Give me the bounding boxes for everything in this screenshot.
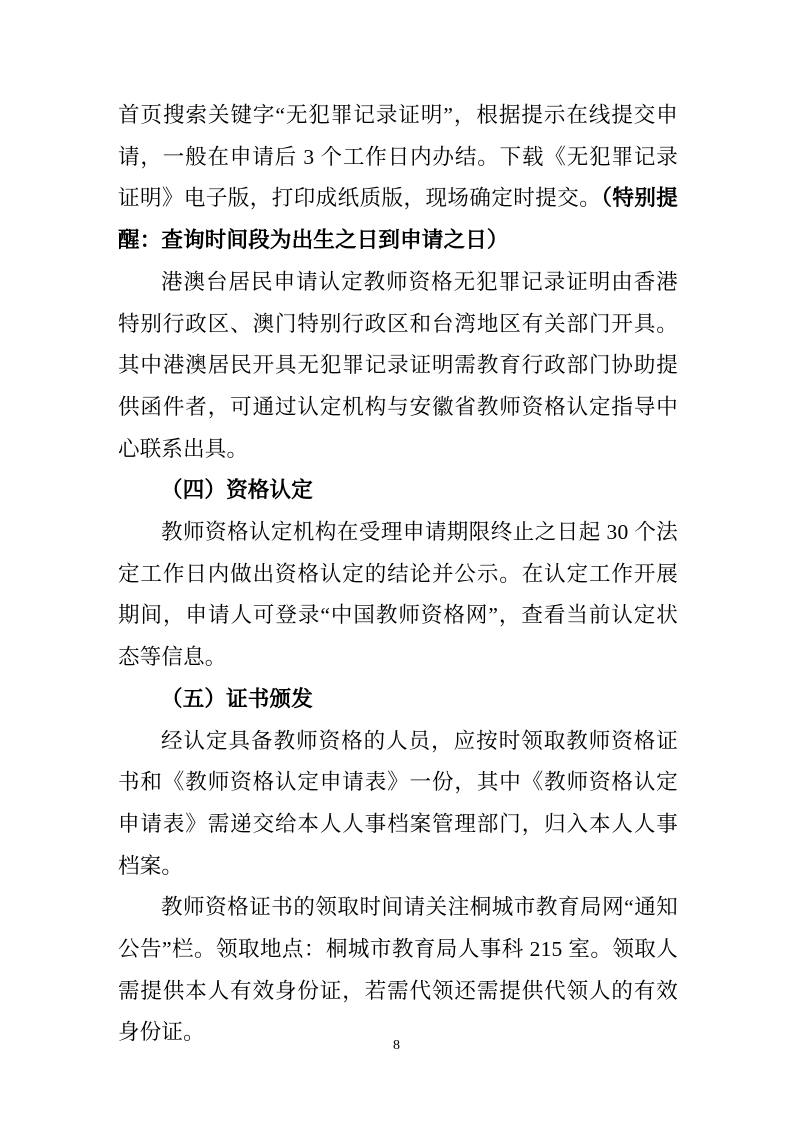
- document-text-block: [118, 95, 678, 1054]
- paragraph-determination-process: 教师资格认定机构在受理申请期限终止之日起 30 个法定工作日内做出资格认定的结论并公示。在认定工作开展期间，申请人可登录“中国教师资格网”，查看当前认定状态等信息。: [118, 520, 678, 670]
- paragraph-hk-macao-taiwan-residents: 港澳台居民申请认定教师资格无犯罪记录证明由香港特别行政区、澳门特别行政区和台湾地区有关部门开具。其中港澳居民开具无犯罪记录证明需教育行政部门协助提供函件者，可通过认定机构与安徽省教师资格认定指导中心联系出具。: [118, 269, 678, 461]
- special-reminder-bold-text: （特别提醒：查询时间段为出生之日到申请之日）: [118, 186, 678, 253]
- section-heading-qualification-determination: （四）资格认定: [161, 478, 313, 503]
- paragraph-no-crime-certificate-text: 首页搜索关键字“无犯罪记录证明”，根据提示在线提交申请，一般在申请后 3 个工作日内办结。下载《无犯罪记录证明》电子版，打印成纸质版，现场确定时提交。: [118, 103, 678, 211]
- paragraph-no-crime-certificate: [118, 95, 678, 262]
- page-number: 8: [393, 1038, 400, 1053]
- section-heading-certificate-issuance: （五）证书颁发: [161, 686, 313, 711]
- paragraph-collection-location-details: 教师资格证书的领取时间请关注桐城市教育局网“通知公告”栏。领取地点：桐城市教育局人事科 215 室。领取人需提供本人有效身份证，若需代领还需提供代领人的有效身份证。: [118, 895, 678, 1045]
- paragraph-certificate-collection: 经认定具备教师资格的人员，应按时领取教师资格证书和《教师资格认定申请表》一份，其中《教师资格认定申请表》需递交给本人人事档案管理部门，归入本人人事档案。: [118, 728, 678, 878]
